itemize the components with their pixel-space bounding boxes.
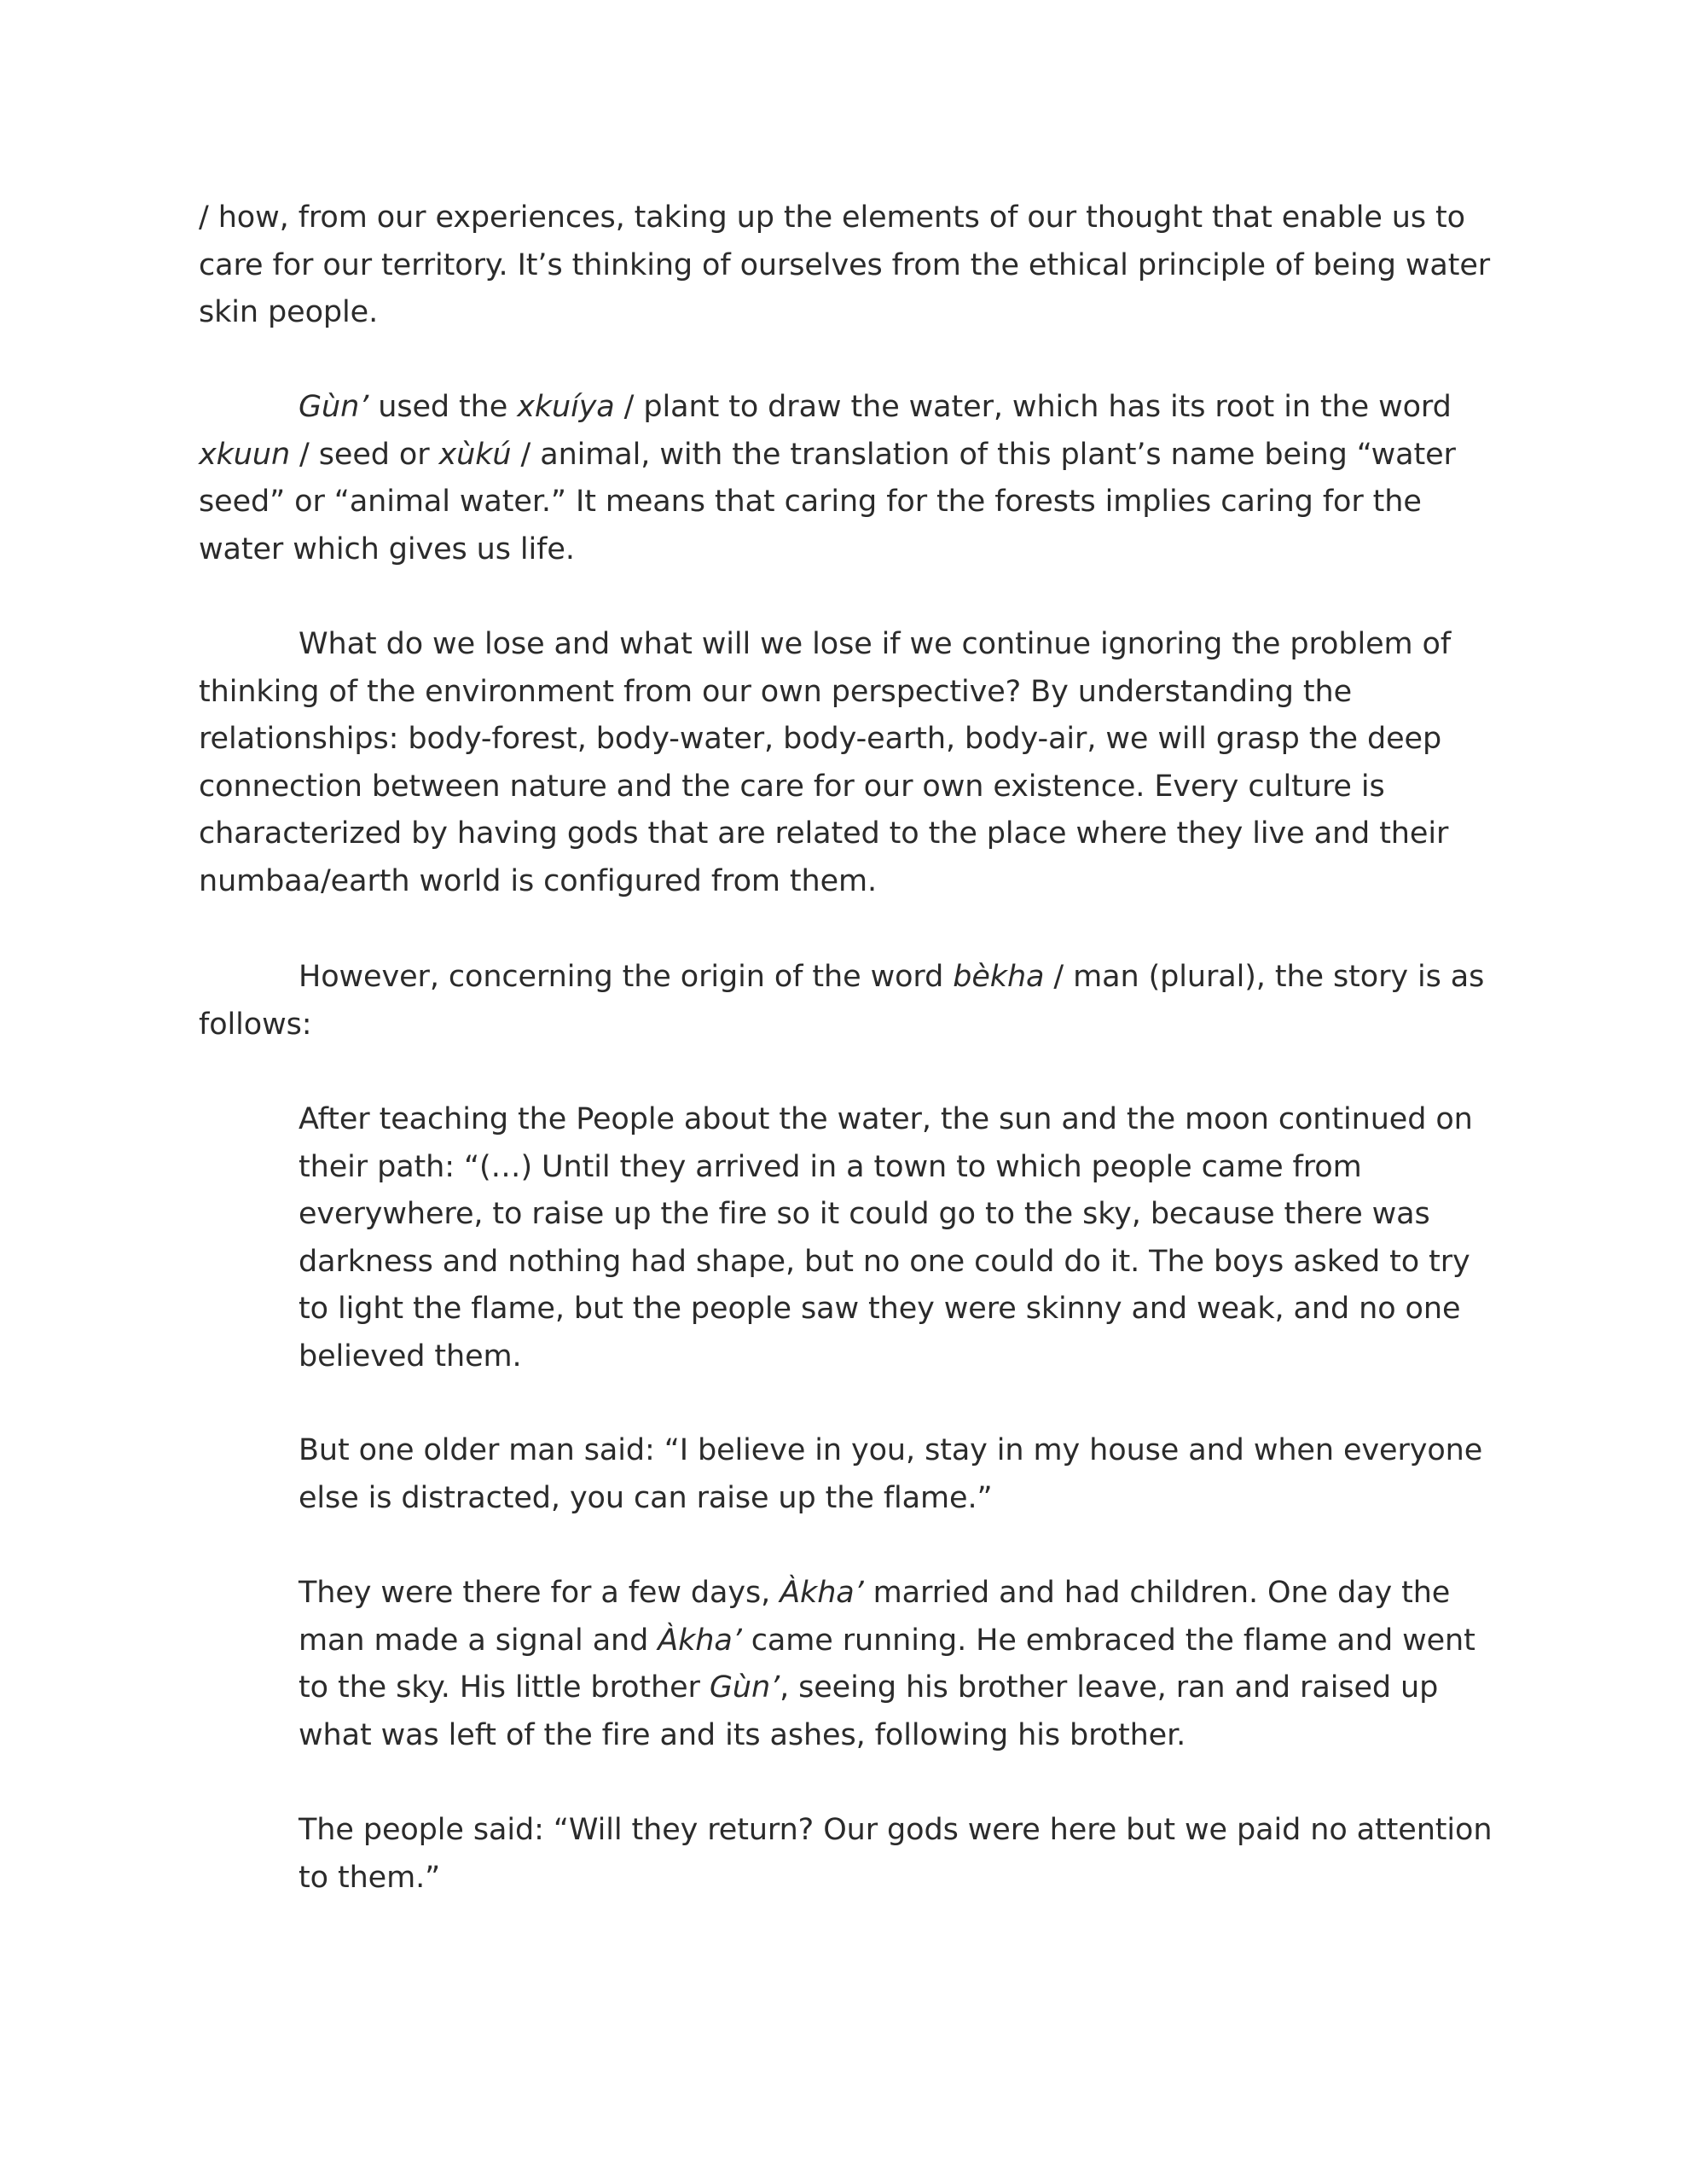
text-run: / plant to draw the water, which has its root in the word xyxy=(614,390,1452,424)
quote-2-text: But one older man said: “I believe in you, stay in my house and when everyone else is distracted, you can raise up the flame.” xyxy=(299,1433,1483,1515)
text-run: / man (plural), the story is as follows: xyxy=(199,960,1485,1042)
quote-1-text: After teaching the People about the water, the sun and the moon continued on their path: “(…) Until they arrived in a town to which people came from everywhere, to raise up the fire so it could go to the sky, because there was darkness and nothing had shape, but no one could do it. The boys asked to try to light the flame, but the people saw they were skinny and weak, and no one believed them. xyxy=(299,1102,1473,1374)
text-run: married and had children. One day the man made a signal and xyxy=(299,1576,1451,1658)
quote-3-text xyxy=(299,1570,1493,1759)
term-xkuun: xkuun xyxy=(199,437,291,472)
text-run: used the xyxy=(368,390,518,424)
paragraph-territory xyxy=(199,195,1495,337)
text-run: , seeing his brother leave, ran and raised up what was left of the fire and its ashes, following his brother. xyxy=(299,1670,1439,1752)
text-run: / animal, with the translation of this plant’s name being “water seed” or “animal water.” It means that caring for the forests implies caring for the water which gives us life. xyxy=(199,437,1456,566)
block-quote-2 xyxy=(299,1427,1493,1522)
paragraph-4-text xyxy=(199,954,1495,1048)
text-run: They were there for a few days, xyxy=(299,1576,780,1610)
block-quote-3 xyxy=(299,1570,1493,1759)
text-run: came running. He embraced the flame and went to the sky. His little brother xyxy=(299,1623,1475,1705)
paragraph-3-text: What do we lose and what will we lose if we continue ignoring the problem of thinking of the environment from our own perspective? By understanding the relationships: body-forest, body-water, body-earth, body-air, we will grasp the deep connection between nature and the care for our own existence. Every culture is characterized by having gods that are related to the place where they live and their numbaa/earth world is configured from them. xyxy=(199,627,1452,898)
paragraph-2-text xyxy=(199,384,1495,573)
term-akha: Àkha’ xyxy=(658,1623,742,1658)
paragraph-xkuiya-plant xyxy=(199,384,1495,573)
text-run: However, concerning the origin of the word xyxy=(299,960,954,994)
term-bekha: bèkha xyxy=(953,960,1045,994)
term-xuku: xùkú xyxy=(438,437,512,472)
block-quote-4 xyxy=(299,1807,1493,1902)
term-gun: Gùn’ xyxy=(299,390,369,424)
paragraph-1-text: / how, from our experiences, taking up the elements of our thought that enable us to care for our territory. It’s thinking of ourselves from the ethical principle of being water skin people. xyxy=(199,200,1491,329)
text-run: / seed or xyxy=(290,437,439,472)
paragraph-bekha-origin xyxy=(199,954,1495,1048)
term-gun: Gùn’ xyxy=(709,1670,780,1705)
term-xkuiya: xkuíya xyxy=(517,390,615,424)
paragraph-environment xyxy=(199,621,1495,905)
quote-4-text: The people said: “Will they return? Our gods were here but we paid no attention to them.” xyxy=(299,1813,1493,1895)
block-quote-1 xyxy=(299,1096,1493,1380)
term-akha: Àkha’ xyxy=(780,1576,864,1610)
